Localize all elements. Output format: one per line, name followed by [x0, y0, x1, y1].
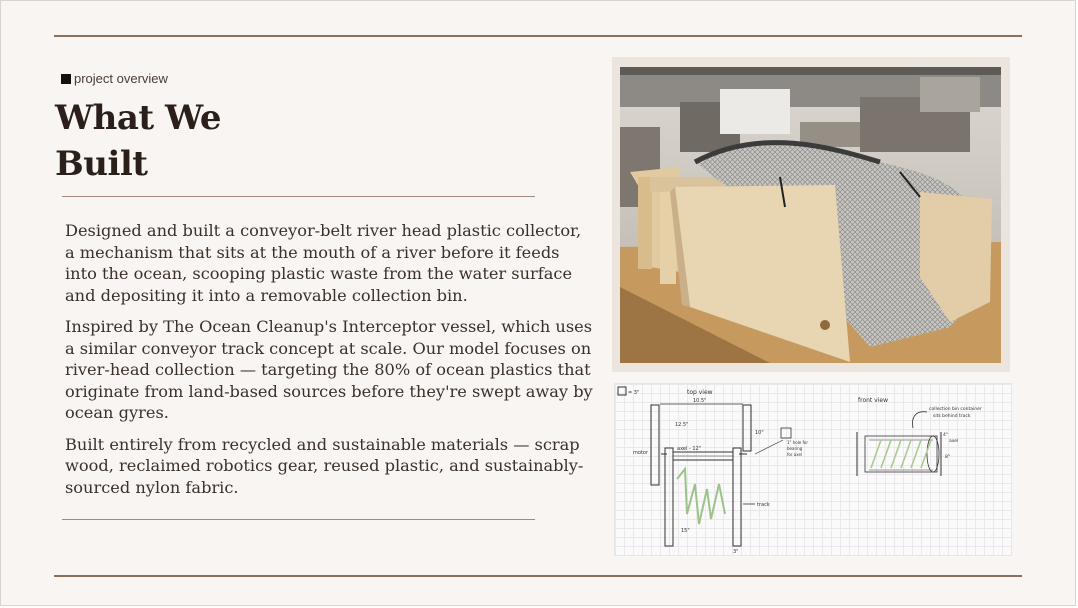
- top-view-label: top view: [687, 389, 713, 396]
- label-track: track: [757, 502, 770, 508]
- photo-frame: [612, 57, 1010, 372]
- label-motor: motor: [633, 450, 649, 456]
- title-divider: [62, 196, 535, 197]
- dim-axle: axel - 12": [677, 446, 701, 452]
- bottom-divider: [54, 575, 1022, 577]
- hole-note-1: 1" hole for: [787, 440, 808, 445]
- front-view-label: front view: [858, 397, 888, 404]
- paragraph-description: Designed and built a conveyor-belt river head plastic collector, a mechanism that sits at the mouth of a river before it feeds into the ocean, scooping plastic waste from the water surface and depositing it into a removable collection bin.: [65, 221, 582, 305]
- bin-note-1: collection bin container: [929, 407, 982, 412]
- title-line-1: What We: [55, 98, 222, 138]
- paragraph-inspiration: Inspired by The Ocean Cleanup's Interceptor vessel, which uses a similar conveyor track concept at scale. Our model focuses on river-head collection — targeting the 80% of ocean plastics that originate from land-based sources before they're swept away by ocean gyres.: [65, 317, 593, 422]
- dim-side: 10": [755, 430, 764, 436]
- body-text: [65, 220, 593, 508]
- dim-bottom: 15": [681, 528, 690, 534]
- dim-left: 12.5": [675, 422, 689, 428]
- design-sketch: [614, 383, 1012, 556]
- dim-top-width: 10.5": [693, 398, 707, 404]
- sketch-legend: = 3": [628, 390, 640, 396]
- hole-note-2: bearing: [787, 446, 803, 451]
- square-bullet-icon: [61, 74, 71, 84]
- kicker-text: project overview: [74, 71, 168, 86]
- dim-front-small: 4": [943, 433, 948, 438]
- sketch-drawing: [615, 384, 1011, 555]
- dim-front-right: axel: [949, 439, 959, 444]
- dim-front-bottom: 8": [945, 455, 950, 460]
- bin-note-2: sits behind track: [933, 414, 971, 419]
- section-kicker: [61, 71, 168, 86]
- title-line-2: Built: [55, 144, 148, 184]
- top-divider: [54, 35, 1022, 37]
- body-divider: [62, 519, 535, 520]
- slide-title: [55, 95, 221, 187]
- prototype-photo: [620, 67, 1001, 363]
- dim-below: 3": [733, 549, 739, 555]
- prototype-photo-illustration: [620, 67, 1001, 363]
- hole-note-3: for axel: [787, 452, 803, 457]
- paragraph-materials: Built entirely from recycled and sustainable materials — scrap wood, reclaimed robotics gear, reused plastic, and sustainably-sourced nylon fabric.: [65, 434, 584, 497]
